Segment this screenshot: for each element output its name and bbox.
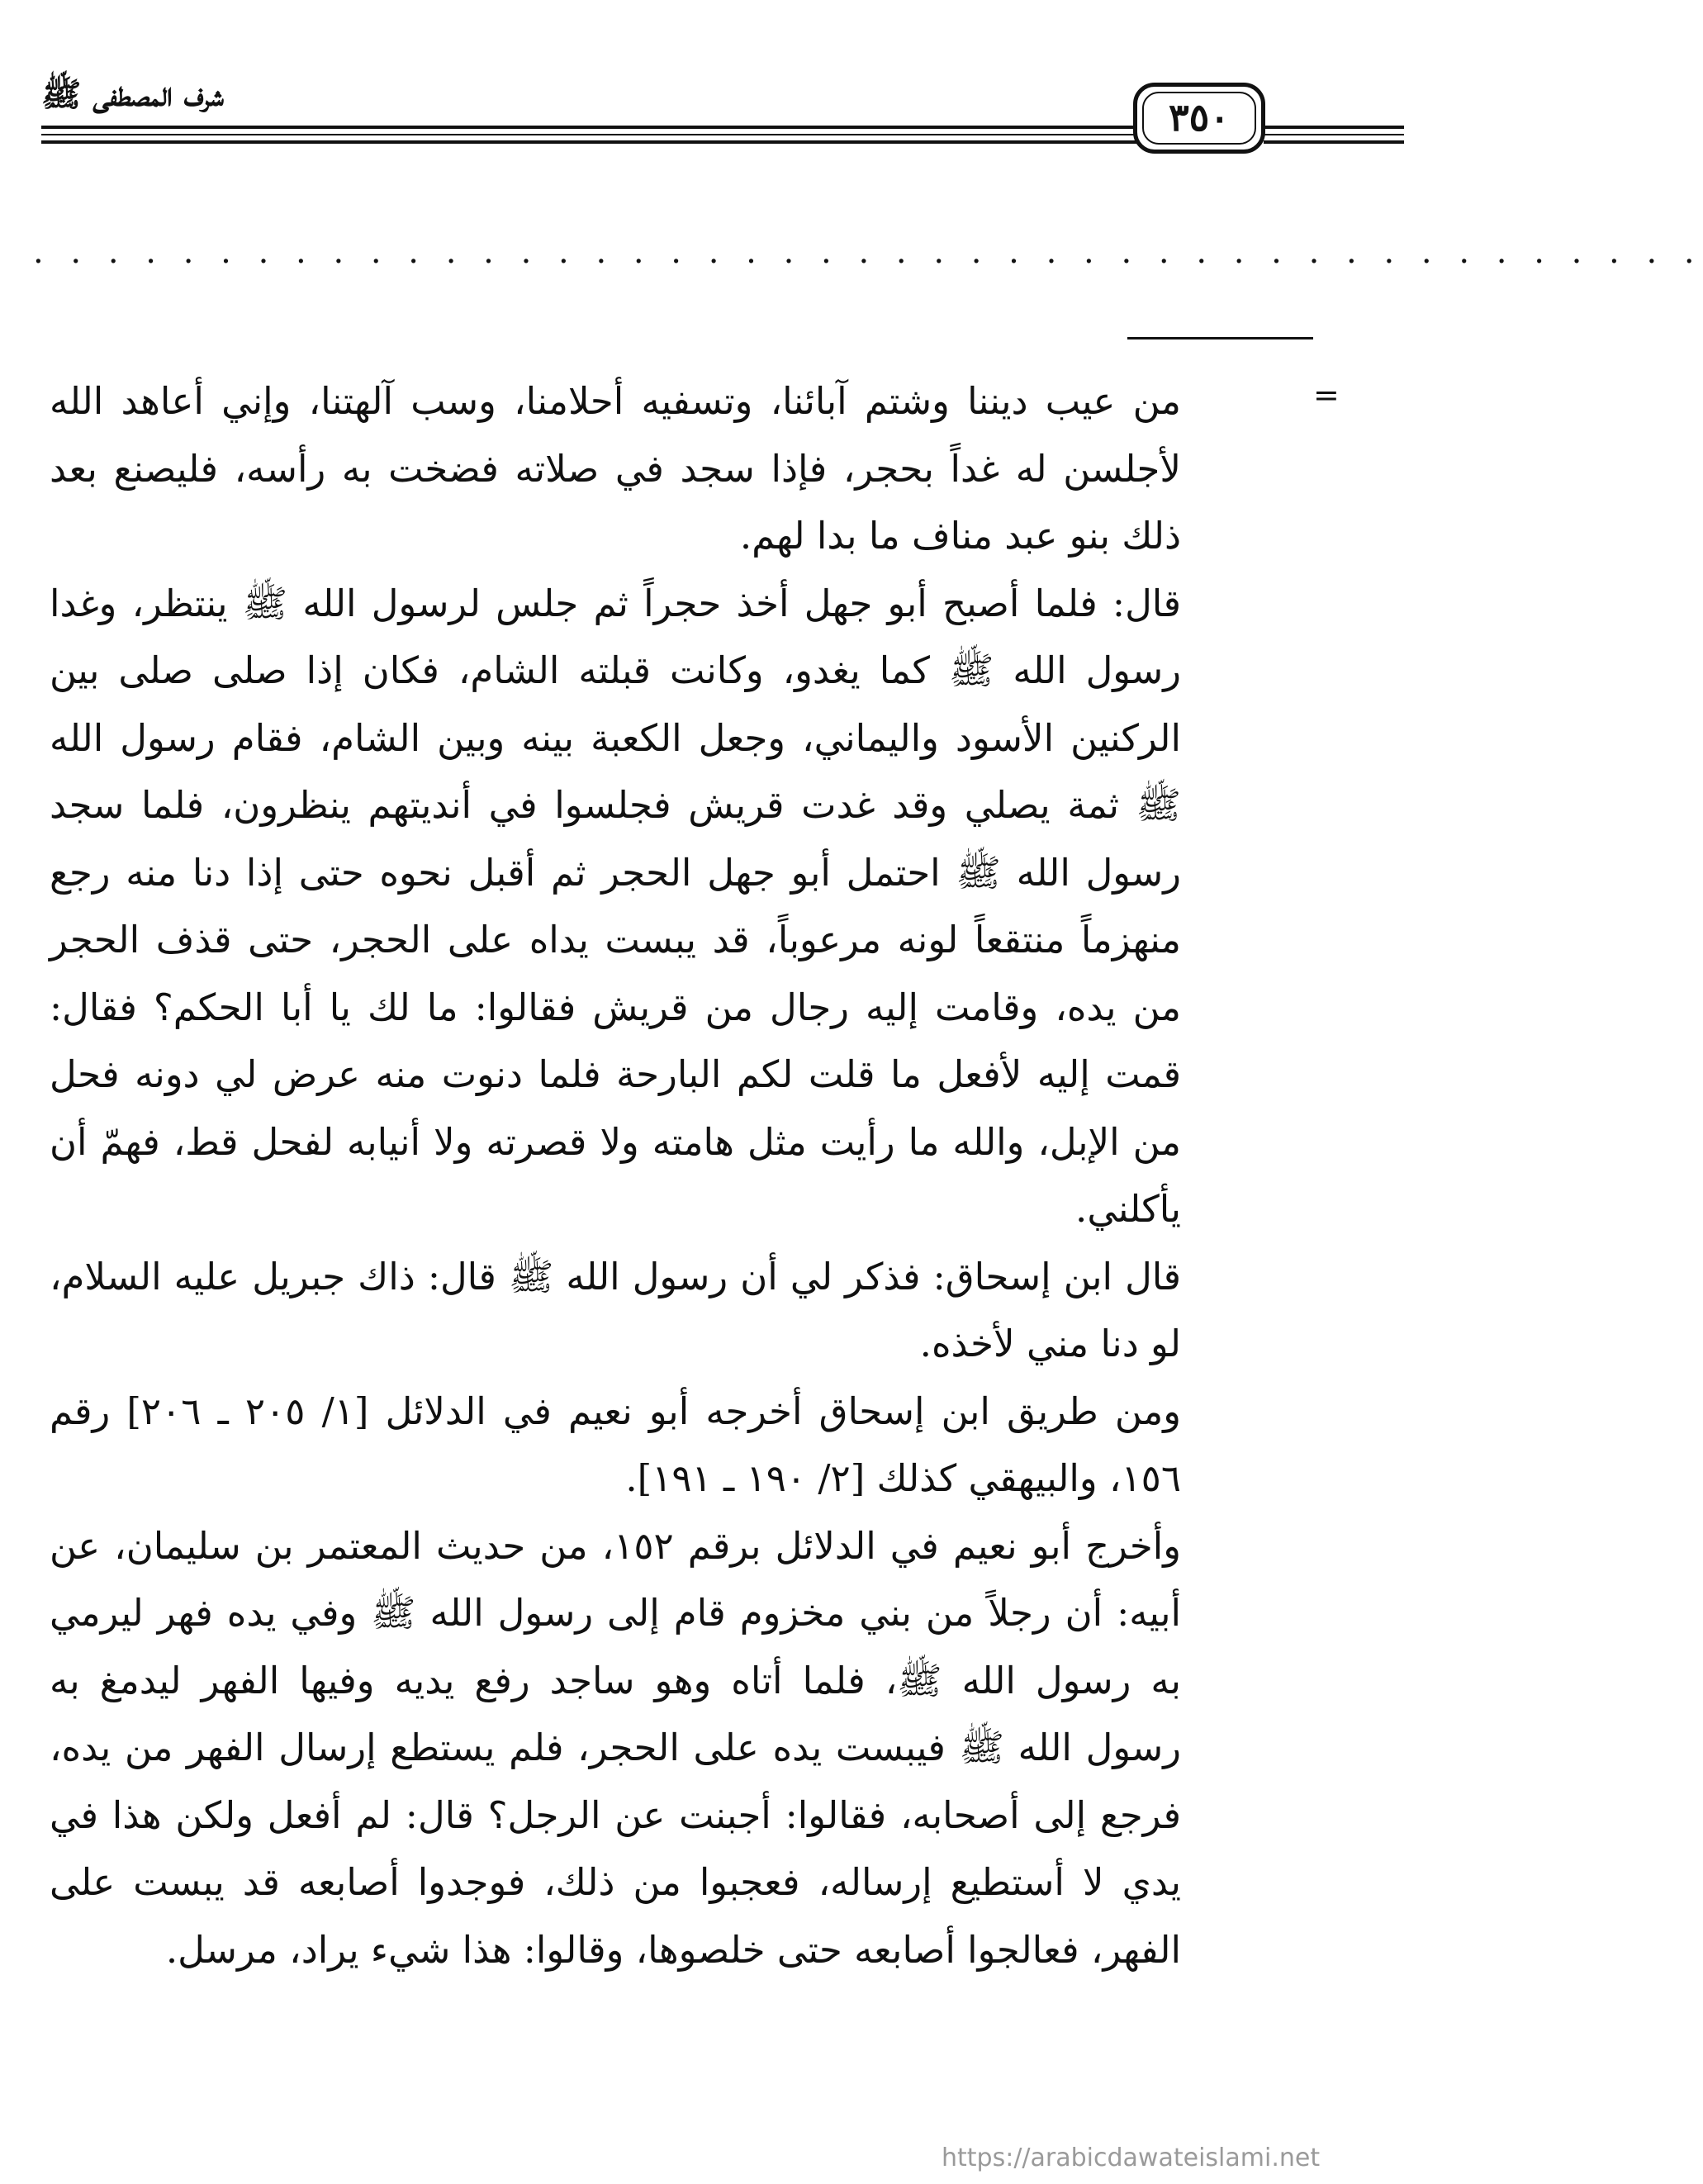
footnote-paragraph: قال: فلما أصبح أبو جهل أخذ حجراً ثم جلس لرسول الله ﷺ ينتظر، وغدا رسول الله ﷺ كما يغدو، وكانت قبلته الشام، فكان إذا صلى صلى بين الركنين الأسود واليماني، وجعل الكعبة بينه وبين الشام، فقام رسول الله ﷺ ثمة يصلي وقد غدت قريش فجلسوا في أنديتهم ينظرون، فلما سجد رسول الله ﷺ احتمل أبو جهل الحجر ثم أقبل نحوه حتى إذا دنا منه رجع منهزماً منتقعاً لونه مرعوباً، قد يبست يداه على الحجر، حتى قذف الحجر من يده، وقامت إليه رجال من قريش فقالوا: ما لك يا أبا الحكم؟ فقال: قمت إليه لأفعل ما قلت لكم البارحة فلما دنوت منه عرض لي دونه فحل من الإبل، والله ما رأيت مثل هامته ولا قصرته ولا أنيابه لفحل قط، فهمّ أن يأكلني. (50, 581, 1181, 1231)
book-title: شرف المصطفى ﷺ (41, 75, 224, 114)
header-rule (1264, 140, 1404, 144)
footnote-paragraph: وأخرج أبو نعيم في الدلائل برقم ١٥٢، من حديث المعتمر بن سليمان، عن أبيه: أن رجلاً من بني مخزوم قام إلى رسول الله ﷺ وفي يده فهر ليرمي به رسول الله ﷺ، فلما أتاه وهو ساجد رفع يديه وفيها الفهر ليدمغ به رسول الله ﷺ فيبست يده على الحجر، فلم يستطع إرسال الفهر من يده، فرجع إلى أصحابه، فقالوا: أجبنت عن الرجل؟ قال: لم أفعل ولكن هذا في يدي لا أستطيع إرساله، فعجبوا من ذلك، فوجدوا أصابعه قد يبست على الفهر، فعالجوا أصابعه حتى خلصوها، وقالوا: هذا شيء يراد، مرسل. (50, 1523, 1181, 1972)
header-rule (41, 134, 1148, 135)
header-rule (41, 140, 1148, 144)
header-rule (41, 126, 1148, 129)
continuation-mark: = (1313, 377, 1340, 413)
page-header (0, 0, 1423, 165)
page-number: ٣٥٠ (1168, 95, 1231, 140)
separator-dots: . . . . . . . . . . . . . . . . . . . . . . . . . . . . . . . . . . . . . . . . . . . . . (33, 233, 1703, 271)
header-rule (1264, 126, 1404, 129)
footnote-text (50, 368, 1181, 1983)
watermark-url: https://arabicdawateislami.net (942, 2144, 1321, 2172)
footnote-paragraph: من عيب ديننا وشتم آبائنا، وتسفيه أحلامنا، وسب آلهتنا، وإني أعاهد الله لأجلسن له غداً بحجر، فإذا سجد في صلاته فضخت به رأسه، فليصنع بعد ذلك بنو عبد مناف ما بدا لهم. (50, 379, 1181, 558)
header-rule (1264, 134, 1404, 135)
footnote-rule (1127, 337, 1313, 339)
page-number-frame (1133, 83, 1265, 154)
footnote-paragraph: قال ابن إسحاق: فذكر لي أن رسول الله ﷺ قال: ذاك جبريل عليه السلام، لو دنا مني لأخذه. (50, 1254, 1181, 1365)
footnote-paragraph: ومن طريق ابن إسحاق أخرجه أبو نعيم في الدلائل [١/ ٢٠٥ ـ ٢٠٦] رقم ١٥٦، والبيهقي كذلك [٢/ ١٩٠ ـ ١٩١]. (50, 1389, 1181, 1500)
